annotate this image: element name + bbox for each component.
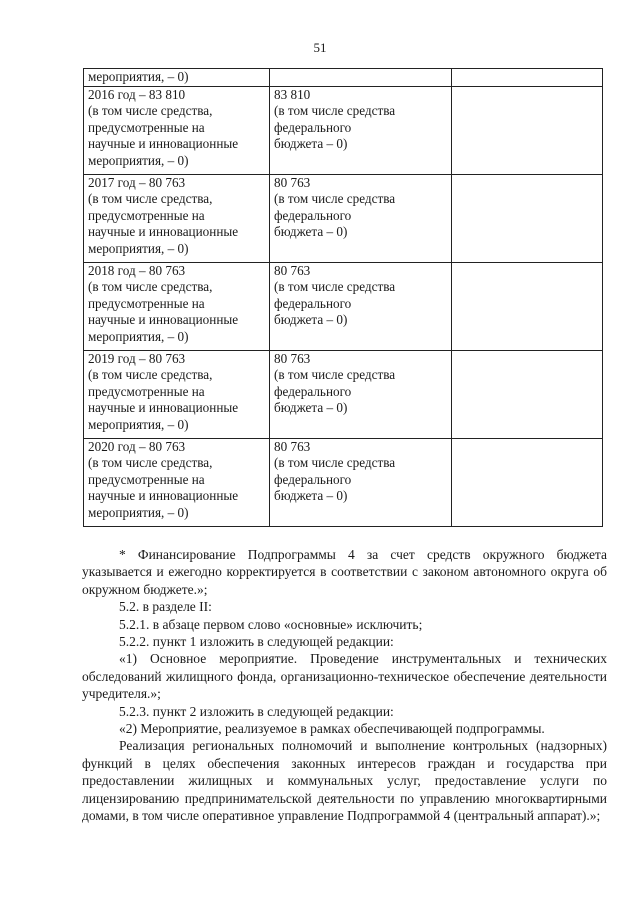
cell-line: мероприятия, – 0) [88, 240, 189, 256]
cell-line: (в том числе средства, [88, 367, 213, 383]
cell-line: 80 763 [274, 438, 311, 454]
table-cell-year-total [84, 86, 270, 174]
cell-line: научные и инновационные [88, 136, 239, 152]
cell-line: мероприятия, – 0) [88, 504, 189, 520]
table-cell-year-total [84, 350, 270, 438]
table-cell [452, 262, 603, 350]
cell-line: федерального [274, 119, 352, 135]
body-paragraph: Реализация региональных полномочий и выполнение контрольных (надзорных) функций в целях обеспечения законных интересов граждан и государства при предоставлении жилищных и коммунальных услуг, предоставление услуги по лицензированию предпринимательской деятельности по управлению многоквартирными домами, в том числе оперативное управление Подпрограммой 4 (центральный аппарат).»; [82, 738, 607, 824]
cell-line: (в том числе средства, [88, 279, 213, 295]
body-paragraph: 5.2. в разделе II: [119, 599, 212, 615]
cell-line: бюджета – 0) [274, 400, 348, 416]
cell-line: федерального [274, 471, 352, 487]
cell-line: бюджета – 0) [274, 312, 348, 328]
cell-line: (в том числе средства [274, 191, 396, 207]
cell-line: 2020 год – 80 763 [88, 438, 186, 454]
table-row [84, 350, 603, 438]
cell-line: (в том числе средства [274, 367, 396, 383]
cell-line: федерального [274, 295, 352, 311]
cell-line: мероприятия, – 0) [88, 328, 189, 344]
cell-line: 80 763 [274, 174, 311, 190]
cell-line: бюджета – 0) [274, 136, 348, 152]
page-number: 51 [313, 40, 327, 55]
cell-line: мероприятия, – 0) [88, 152, 189, 168]
cell-line: научные и инновационные [88, 488, 239, 504]
table-cell-year-total [84, 174, 270, 262]
cell-line: научные и инновационные [88, 312, 239, 328]
cell-line: (в том числе средства, [88, 455, 213, 471]
body-paragraph: «1) Основное мероприятие. Проведение инструментальных и технических обследований жилищного фонда, организационно-техническое обеспечение деятельности учредителя.»; [82, 651, 607, 702]
cell-line: федерального [274, 383, 352, 399]
table-cell-federal [270, 438, 452, 526]
table-row [84, 69, 603, 87]
table-cell-year-total [84, 262, 270, 350]
cell-line: предусмотренные на [88, 119, 205, 135]
cell-line: 2016 год – 83 810 [88, 86, 186, 102]
table-cell [452, 69, 603, 87]
table-cell [270, 69, 452, 87]
table-row [84, 174, 603, 262]
document-body [82, 546, 607, 825]
cell-line: 2017 год – 80 763 [88, 174, 186, 190]
body-paragraph: «2) Мероприятие, реализуемое в рамках обеспечивающей подпрограммы. [119, 721, 545, 737]
cell-line: мероприятия, – 0) [88, 416, 189, 432]
body-paragraph: 5.2.2. пункт 1 изложить в следующей редакции: [119, 634, 394, 650]
cell-line: 2019 год – 80 763 [88, 350, 186, 366]
body-paragraph: 5.2.3. пункт 2 изложить в следующей редакции: [119, 703, 394, 719]
cell-line: 2018 год – 80 763 [88, 262, 186, 278]
cell-line: предусмотренные на [88, 471, 205, 487]
cell-line: научные и инновационные [88, 224, 239, 240]
cell-line: (в том числе средства, [88, 103, 213, 119]
cell-line: предусмотренные на [88, 295, 205, 311]
footnote-paragraph: * Финансирование Подпрограммы 4 за счет средств окружного бюджета указывается и ежегодно корректируется в соответствии с законом автономного округа об окружном бюджете.»; [82, 547, 607, 597]
table-row [84, 262, 603, 350]
cell-line: научные и инновационные [88, 400, 239, 416]
table-cell-federal [270, 86, 452, 174]
table-cell-federal [270, 350, 452, 438]
cell-line: (в том числе средства [274, 455, 396, 471]
table-cell [452, 86, 603, 174]
cell-line: 83 810 [274, 86, 311, 102]
cell-line: предусмотренные на [88, 383, 205, 399]
cell-line: федерального [274, 207, 352, 223]
body-paragraph: 5.2.1. в абзаце первом слово «основные» исключить; [119, 616, 423, 632]
cell-line: бюджета – 0) [274, 488, 348, 504]
financing-table [83, 68, 603, 527]
table-cell-federal [270, 262, 452, 350]
cell-line: 80 763 [274, 350, 311, 366]
cell-line: (в том числе средства [274, 103, 396, 119]
table-cell [452, 438, 603, 526]
table-cell-year-total [84, 438, 270, 526]
cell-line: предусмотренные на [88, 207, 205, 223]
cell-line: бюджета – 0) [274, 224, 348, 240]
table-cell [452, 350, 603, 438]
cell-line: (в том числе средства [274, 279, 396, 295]
cell-line: (в том числе средства, [88, 191, 213, 207]
cell-line: 80 763 [274, 262, 311, 278]
table-row [84, 438, 603, 526]
table-row [84, 86, 603, 174]
table-cell: мероприятия, – 0) [84, 69, 270, 87]
table-cell [452, 174, 603, 262]
table-cell-federal [270, 174, 452, 262]
